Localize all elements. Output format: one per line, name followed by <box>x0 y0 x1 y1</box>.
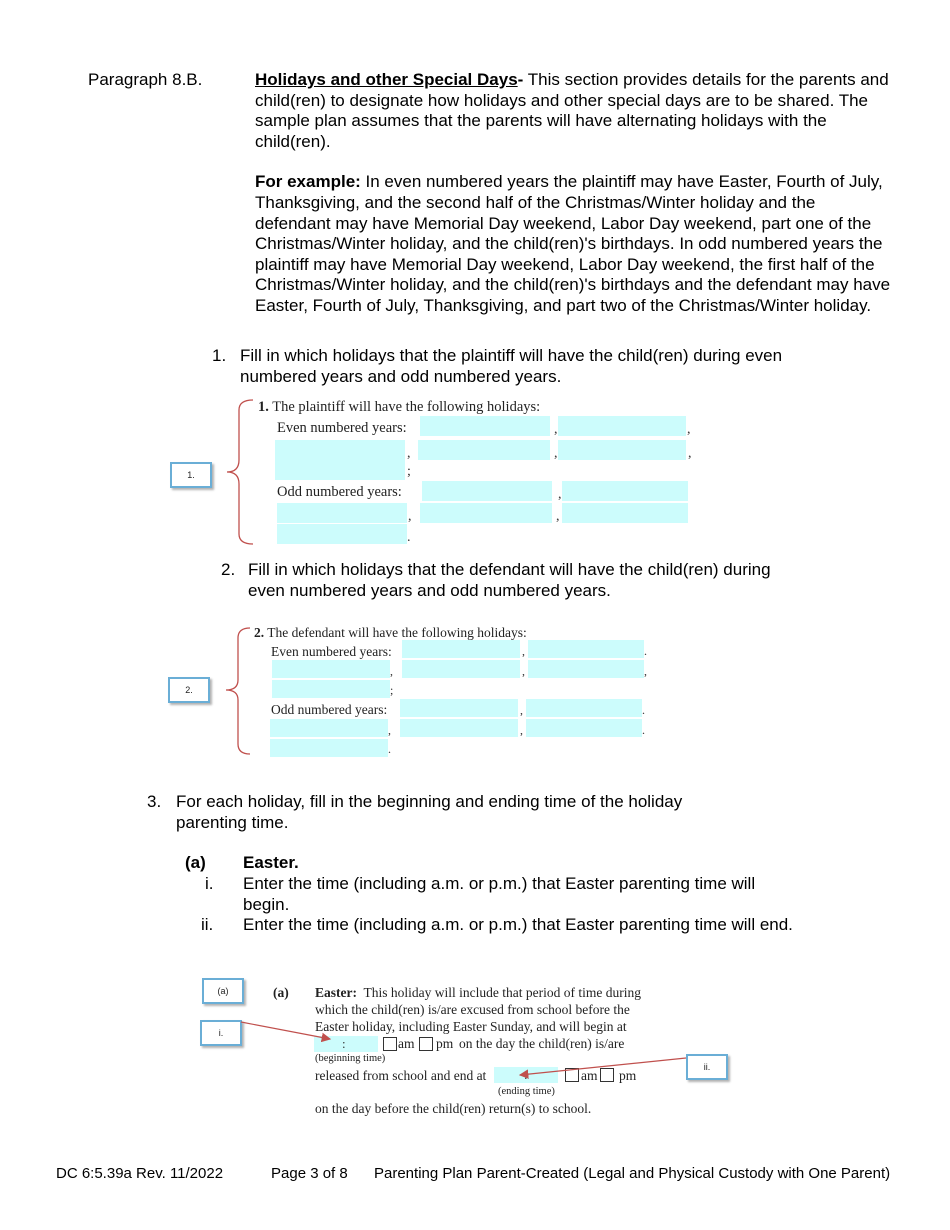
section-title-dash: - <box>517 70 524 89</box>
callout-i: i. <box>200 1020 242 1046</box>
easter-step-ii-text: Enter the time (including a.m. or p.m.) that Easter parenting time will end. <box>243 915 793 934</box>
form3-title: Easter: <box>315 985 357 1000</box>
step-text: Fill in which holidays that the defendant will have the child(ren) during even numbered years and odd numbered years. <box>248 560 771 600</box>
form3-line6: on the day before the child(ren) return(s) to school. <box>315 1101 592 1116</box>
footer-page: Page 3 of 8 <box>271 1165 348 1182</box>
arrow-i <box>241 1022 330 1039</box>
callout-2: 2. <box>168 677 210 703</box>
end-am-label: am <box>581 1068 598 1083</box>
form1-heading-text: The plaintiff will have the following holidays: <box>272 399 541 415</box>
section-title: Holidays and other Special Days <box>255 70 518 89</box>
begin-am-label: am <box>398 1036 415 1051</box>
footer-title: Parenting Plan Parent-Created (Legal and Physical Custody with One Parent) <box>374 1165 891 1182</box>
form3-line4-rest: on the day the child(ren) is/are <box>459 1036 625 1051</box>
form1-heading-num: 1. <box>258 399 269 415</box>
example-text: In even numbered years the plaintiff may have Easter, Fourth of July, Thanksgiving, and the second half of the Christmas/Winter holiday and the defendant may have Memorial Day weekend, Labor Day weekend, part one of the Christmas/Winter holiday, and the child(ren)'s birthdays. In odd numbered years the plaintiff may have Memorial Day weekend, Labor Day weekend, the first half of the Christmas/Winter holiday, and the child(ren)'s birthdays and the defendant may have Easter, Fourth of July, Thanksgiving, and part two of the Christmas/Winter holiday. <box>255 172 891 315</box>
callout-a: (a) <box>202 978 244 1004</box>
easter-step-label: (a) <box>185 853 206 872</box>
example-label: For example: <box>255 172 361 192</box>
callout-ii: ii. <box>686 1054 728 1080</box>
begin-pm-label: pm <box>436 1036 454 1051</box>
easter-step-ii-num: ii. <box>201 915 214 934</box>
begin-time-colon: : <box>342 1036 346 1051</box>
form1-even-label: Even numbered years: <box>277 420 407 436</box>
easter-step-title: Easter. <box>243 853 299 872</box>
form3-label: (a) <box>273 985 289 1000</box>
ending-time-caption: (ending time) <box>498 1086 555 1097</box>
step-number: 1. <box>212 346 227 365</box>
step-text: Fill in which holidays that the plaintiff will have the child(ren) during even numbered years and odd numbered years. <box>240 346 783 386</box>
arrow-ii <box>520 1058 686 1075</box>
step-number: 3. <box>147 792 162 811</box>
easter-step-i-num: i. <box>205 874 214 893</box>
form3-line3: Easter holiday, including Easter Sunday, and will begin at <box>315 1019 627 1034</box>
footer-code: DC 6:5.39a Rev. 11/2022 <box>56 1165 224 1182</box>
form3-line2: which the child(ren) is/are excused from school before the <box>315 1002 630 1017</box>
paragraph-label: Paragraph 8.B. <box>88 70 203 89</box>
step-text: For each holiday, fill in the beginning and ending time of the holiday parenting time. <box>176 792 683 832</box>
form2-odd-label: Odd numbered years: <box>271 702 388 717</box>
intro-text: This section provides details for the parents and child(ren) to designate how holidays and other special days are to be shared. The sample plan assumes that the parents will have alternating holidays with the child(ren). <box>255 70 889 151</box>
callout-1: 1. <box>170 462 212 488</box>
form3-line5: released from school and end at <box>315 1068 487 1083</box>
beginning-time-caption: (beginning time) <box>315 1053 386 1064</box>
form2-heading-num: 2. <box>254 625 265 640</box>
step-number: 2. <box>221 560 236 579</box>
form1-odd-label: Odd numbered years: <box>277 484 402 500</box>
end-pm-label: pm <box>619 1068 637 1083</box>
form2-heading-text: The defendant will have the following holidays: <box>267 625 527 640</box>
form3-line1-text: This holiday will include that period of time during <box>363 985 641 1000</box>
easter-step-i-text: Enter the time (including a.m. or p.m.) that Easter parenting time will begin. <box>243 874 756 914</box>
form2-even-label: Even numbered years: <box>271 644 392 659</box>
